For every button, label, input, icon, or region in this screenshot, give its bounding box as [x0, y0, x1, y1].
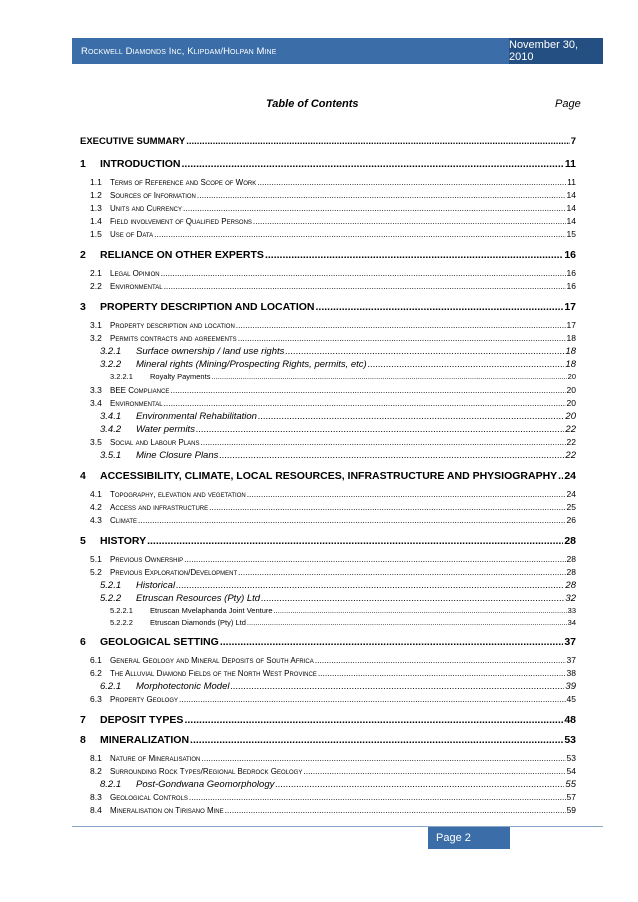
- toc-entry-number: 5.1: [90, 554, 102, 564]
- toc-entry-page: 22: [565, 450, 576, 461]
- toc-leader-dots: [258, 411, 564, 422]
- toc-entry-title: Use of Data: [110, 230, 154, 239]
- toc-leader-dots: [230, 681, 564, 692]
- toc-entry-page: 22: [566, 437, 576, 447]
- toc-entry-number: 3.4.1: [100, 411, 122, 422]
- toc-entry-page: 45: [566, 694, 576, 704]
- toc-entry-page: 48: [564, 714, 576, 726]
- toc-entry[interactable]: [80, 470, 576, 482]
- toc-page-label: Page: [555, 98, 581, 110]
- toc-entry-title: Nature of Mineralisation: [110, 754, 201, 763]
- toc-entry-title: MINERALIZATION: [100, 734, 190, 746]
- toc-entry-title: Environmental Rehabilitation: [136, 411, 257, 422]
- toc-entry-title: Legal Opinion: [110, 269, 160, 278]
- toc-entry-page: 18: [565, 346, 576, 357]
- toc-entry-page: 17: [564, 301, 576, 313]
- toc-entry-number: 5.2.2: [100, 593, 122, 604]
- toc-entry-number: 6.3: [90, 694, 102, 704]
- toc-entry-page: 38: [566, 668, 576, 678]
- toc-entry-title: Geological Controls: [110, 793, 188, 802]
- toc-entry[interactable]: [80, 411, 576, 422]
- toc-entry-title: ACCESSIBILITY, CLIMATE, LOCAL RESOURCES, INFRASTRUCTURE AND PHYSIOGRAPHY: [100, 470, 558, 482]
- toc-leader-dots: [247, 618, 567, 627]
- toc-leader-dots: [184, 714, 563, 726]
- toc-entry-page: 15: [566, 229, 576, 239]
- toc-leader-dots: [220, 636, 564, 648]
- toc-entry[interactable]: [80, 333, 576, 343]
- toc-entry[interactable]: [80, 714, 576, 726]
- toc-leader-dots: [318, 668, 566, 678]
- toc-entry[interactable]: [80, 535, 576, 547]
- toc-entry-page: 55: [565, 779, 576, 790]
- toc-entry-page: 57: [566, 792, 576, 802]
- toc-entry-number: 4: [80, 470, 86, 482]
- toc-entry-number: 3: [80, 301, 86, 313]
- toc-entry[interactable]: [80, 580, 576, 591]
- toc-entry-title: The Alluvial Diamond Fields of the North West Province: [110, 669, 317, 678]
- toc-entry-number: 1.5: [90, 229, 102, 239]
- toc-entry[interactable]: [80, 249, 576, 261]
- toc-entry[interactable]: [80, 158, 576, 170]
- toc-entry-number: 2.2: [90, 281, 102, 291]
- toc-entry-number: 1.3: [90, 203, 102, 213]
- toc-title: Table of Contents: [266, 98, 359, 110]
- toc-entry-number: 5.2: [90, 567, 102, 577]
- toc-entry-number: 3.3: [90, 385, 102, 395]
- toc-entry-title: Environmental: [110, 399, 163, 408]
- toc-entry-number: 4.2: [90, 502, 102, 512]
- toc-entry-page: 54: [566, 766, 576, 776]
- toc-entry-number: 1.2: [90, 190, 102, 200]
- toc-entry-number: 8.2: [90, 766, 102, 776]
- toc-leader-dots: [170, 385, 565, 395]
- toc-leader-dots: [285, 346, 564, 357]
- toc-entry-page: 20: [566, 385, 576, 395]
- toc-entry-number: 6.2: [90, 668, 102, 678]
- toc-entry-title: Water permits: [136, 424, 195, 435]
- toc-entry-number: 5.2.2.2: [110, 618, 133, 627]
- toc-entry[interactable]: [80, 385, 576, 395]
- toc-entry-title: Mineralisation on Tirisano Mine: [110, 806, 224, 815]
- toc-entry[interactable]: [80, 424, 576, 435]
- toc-leader-dots: [209, 502, 565, 512]
- toc-entry-title: Morphotectonic Model: [136, 681, 230, 692]
- toc-entry-title: Post-Gondwana Geomorphology: [136, 779, 275, 790]
- toc-entry-number: 8.1: [90, 753, 102, 763]
- toc-entry-title: Historical: [136, 580, 176, 591]
- toc-leader-dots: [225, 805, 566, 815]
- toc-leader-dots: [558, 470, 563, 482]
- toc-leader-dots: [176, 580, 564, 591]
- toc-entry-title: Etruscan Resources (Pty) Ltd: [136, 593, 261, 604]
- toc-entry[interactable]: [80, 450, 576, 461]
- toc-entry-page: 16: [566, 268, 576, 278]
- toc-leader-dots: [253, 216, 566, 226]
- toc-entry[interactable]: [80, 437, 576, 447]
- toc-entry[interactable]: [80, 618, 576, 627]
- toc-entry-page: 28: [566, 567, 576, 577]
- toc-entry-title: Property description and location: [110, 321, 235, 330]
- toc-entry-title: Climate: [110, 516, 138, 525]
- toc-entry-title: Etruscan Diamonds (Pty) Ltd: [150, 618, 246, 627]
- toc-entry[interactable]: [80, 779, 576, 790]
- toc-leader-dots: [196, 424, 564, 435]
- toc-entry-title: Terms of Reference and Scope of Work: [110, 178, 257, 187]
- toc-entry-title: INTRODUCTION: [100, 158, 181, 170]
- toc-entry-number: 4.3: [90, 515, 102, 525]
- toc-leader-dots: [201, 753, 565, 763]
- toc-entry-page: 17: [566, 320, 576, 330]
- toc-leader-dots: [186, 136, 569, 147]
- toc-entry-title: Mine Closure Plans: [136, 450, 219, 461]
- toc-entry-number: 3.1: [90, 320, 102, 330]
- toc-leader-dots: [190, 734, 563, 746]
- toc-entry-title: Topography, elevation and vegetation: [110, 490, 246, 499]
- toc-entry-title: Mineral rights (Mining/Prospecting Rights, permits, etc): [136, 359, 367, 370]
- toc-entry-number: 5: [80, 535, 86, 547]
- toc-entry-number: 8: [80, 734, 86, 746]
- toc-entry[interactable]: [80, 136, 576, 147]
- toc-entry[interactable]: [80, 554, 576, 564]
- toc-leader-dots: [265, 249, 563, 261]
- header-document-title: Rockwell Diamonds Inc, Klipdam/Holpan Mine: [81, 45, 277, 57]
- toc-entry-title: Property Geology: [110, 695, 179, 704]
- toc-entry[interactable]: [80, 805, 576, 815]
- toc-entry-page: 59: [566, 805, 576, 815]
- toc-entry-number: 6.1: [90, 655, 102, 665]
- toc-entry-page: 39: [565, 681, 576, 692]
- toc-leader-dots: [275, 779, 564, 790]
- toc-entry-page: 14: [566, 216, 576, 226]
- toc-entry-page: 20: [566, 398, 576, 408]
- toc-entry-number: 6: [80, 636, 86, 648]
- toc-leader-dots: [182, 158, 564, 170]
- toc-leader-dots: [183, 203, 566, 213]
- toc-entry[interactable]: [80, 606, 576, 615]
- toc-entry[interactable]: [80, 229, 576, 239]
- toc-leader-dots: [368, 359, 565, 370]
- toc-entry-number: 2.1: [90, 268, 102, 278]
- toc-entry-page: 37: [566, 655, 576, 665]
- toc-leader-dots: [316, 301, 564, 313]
- toc-entry[interactable]: [80, 216, 576, 226]
- toc-entry[interactable]: [80, 694, 576, 704]
- toc-entry-title: Units and Currency: [110, 204, 183, 213]
- toc-leader-dots: [238, 333, 566, 343]
- toc-leader-dots: [219, 450, 564, 461]
- toc-entry-page: 33: [567, 606, 576, 615]
- toc-leader-dots: [315, 655, 566, 665]
- toc-entry-page: 26: [566, 515, 576, 525]
- toc-entry[interactable]: [80, 372, 576, 381]
- toc-entry-page: 28: [564, 535, 576, 547]
- toc-entry-number: 5.2.1: [100, 580, 122, 591]
- footer-page-number: Page 2: [428, 827, 510, 849]
- toc-entry[interactable]: [80, 636, 576, 648]
- toc-entry-number: 2: [80, 249, 86, 261]
- toc-entry-title: Access and infrastructure: [110, 503, 209, 512]
- toc-entry[interactable]: [80, 190, 576, 200]
- toc-entry-number: 3.2.1: [100, 346, 122, 357]
- toc-leader-dots: [236, 320, 566, 330]
- toc-entry[interactable]: [80, 281, 576, 291]
- toc-entry-number: 3.5: [90, 437, 102, 447]
- toc-entry[interactable]: [80, 766, 576, 776]
- toc-entry-title: Permits contracts and agreements: [110, 334, 237, 343]
- toc-entry-number: 8.2.1: [100, 779, 122, 790]
- toc-entry-page: 34: [567, 618, 576, 627]
- toc-entry-title: Royalty Payments: [150, 372, 211, 381]
- toc-entry-title: HISTORY: [100, 535, 147, 547]
- toc-leader-dots: [164, 398, 566, 408]
- toc-entry-page: 25: [566, 502, 576, 512]
- toc-entry-title: Etruscan Mvelaphanda Joint Venture: [150, 606, 273, 615]
- toc-entry[interactable]: [80, 177, 576, 187]
- toc-entry-page: 7: [570, 136, 576, 147]
- toc-entry-number: 6.2.1: [100, 681, 122, 692]
- toc-entry-page: 53: [564, 734, 576, 746]
- toc-entry-page: 11: [564, 158, 576, 170]
- toc-entry[interactable]: [80, 655, 576, 665]
- toc-leader-dots: [179, 694, 566, 704]
- toc-leader-dots: [274, 606, 567, 615]
- toc-entry-number: 3.5.1: [100, 450, 122, 461]
- toc-entry-page: 28: [566, 554, 576, 564]
- toc-entry-title: Previous Exploration/Development: [110, 568, 238, 577]
- toc-entry-number: 7: [80, 714, 86, 726]
- toc-leader-dots: [247, 489, 566, 499]
- toc-entry[interactable]: [80, 320, 576, 330]
- header-date: November 30, 2010: [509, 38, 603, 64]
- toc-leader-dots: [303, 766, 565, 776]
- toc-entry-title: RELIANCE ON OTHER EXPERTS: [100, 249, 264, 261]
- toc-entry-number: 3.4.2: [100, 424, 122, 435]
- toc-leader-dots: [138, 515, 566, 525]
- toc-entry-page: 20: [567, 372, 576, 381]
- toc-entry-number: 8.3: [90, 792, 102, 802]
- toc-entry-title: Surrounding Rock Types/Regional Bedrock Geology: [110, 767, 303, 776]
- toc-leader-dots: [164, 281, 566, 291]
- toc-entry-title: General Geology and Mineral Deposits of South Africa: [110, 656, 314, 665]
- toc-leader-dots: [261, 593, 564, 604]
- toc-entry[interactable]: [80, 681, 576, 692]
- toc-entry-title: Field involvement of Qualified Persons: [110, 217, 252, 226]
- toc-entry-number: 1: [80, 158, 86, 170]
- toc-entry[interactable]: [80, 268, 576, 278]
- toc-leader-dots: [189, 792, 566, 802]
- toc-entry-page: 16: [564, 249, 576, 261]
- toc-entry-page: 18: [566, 333, 576, 343]
- toc-leader-dots: [161, 268, 566, 278]
- toc-entry-page: 18: [565, 359, 576, 370]
- toc-entry[interactable]: [80, 203, 576, 213]
- toc-entry-number: 1.1: [90, 177, 102, 187]
- toc-leader-dots: [197, 190, 566, 200]
- toc-entry-title: Social and Labour Plans: [110, 438, 200, 447]
- toc-entry-title: Previous Ownership: [110, 555, 184, 564]
- toc-leader-dots: [257, 177, 566, 187]
- toc-entry-page: 22: [565, 424, 576, 435]
- toc-leader-dots: [238, 567, 565, 577]
- toc-entry[interactable]: [80, 489, 576, 499]
- toc-entry-page: 24: [564, 470, 576, 482]
- toc-entry-title: GEOLOGICAL SETTING: [100, 636, 219, 648]
- toc-entry[interactable]: [80, 792, 576, 802]
- toc-entry-title: Sources of Information: [110, 191, 196, 200]
- toc-entry[interactable]: [80, 753, 576, 763]
- toc-leader-dots: [184, 554, 565, 564]
- toc-entry[interactable]: [80, 346, 576, 357]
- toc-entry-page: 20: [565, 411, 576, 422]
- toc-entry[interactable]: [80, 502, 576, 512]
- page-footer: [72, 826, 603, 853]
- toc-entry[interactable]: [80, 734, 576, 746]
- toc-entry-title: Environmental: [110, 282, 163, 291]
- toc-leader-dots: [154, 229, 565, 239]
- toc-entry-number: 5.2.2.1: [110, 606, 133, 615]
- toc-entry-number: 3.2.2.1: [110, 372, 133, 381]
- toc-entry-page: 16: [566, 281, 576, 291]
- toc-entry-number: 3.2: [90, 333, 102, 343]
- toc-entry[interactable]: [80, 593, 576, 604]
- toc-entry-page: 28: [565, 580, 576, 591]
- toc-entry[interactable]: [80, 567, 576, 577]
- toc-leader-dots: [147, 535, 563, 547]
- toc-entry-number: 4.1: [90, 489, 102, 499]
- toc-entry-title: DEPOSIT TYPES: [100, 714, 184, 726]
- toc-entry-page: 32: [565, 593, 576, 604]
- toc-entry-title: BEE Compliance: [110, 386, 170, 395]
- toc-entry-page: 14: [566, 190, 576, 200]
- toc-entry-title: PROPERTY DESCRIPTION AND LOCATION: [100, 301, 315, 313]
- toc-entry[interactable]: [80, 668, 576, 678]
- toc-entry[interactable]: [80, 359, 576, 370]
- toc-leader-dots: [200, 437, 565, 447]
- toc-entry-page: 37: [564, 636, 576, 648]
- toc-entry-title: EXECUTIVE SUMMARY: [80, 136, 186, 147]
- toc-entry-page: 24: [566, 489, 576, 499]
- toc-entry-number: 1.4: [90, 216, 102, 226]
- toc-entry-page: 14: [566, 203, 576, 213]
- toc-entry[interactable]: [80, 515, 576, 525]
- toc-entry[interactable]: [80, 301, 576, 313]
- toc-leader-dots: [211, 372, 566, 381]
- toc-entry-number: 3.2.2: [100, 359, 122, 370]
- toc-entry-number: 8.4: [90, 805, 102, 815]
- toc-entry-page: 53: [566, 753, 576, 763]
- toc-entry-page: 11: [567, 177, 576, 187]
- toc-entry-number: 3.4: [90, 398, 102, 408]
- page-header: [72, 38, 603, 64]
- toc-entry[interactable]: [80, 398, 576, 408]
- toc-entry-title: Surface ownership / land use rights: [136, 346, 285, 357]
